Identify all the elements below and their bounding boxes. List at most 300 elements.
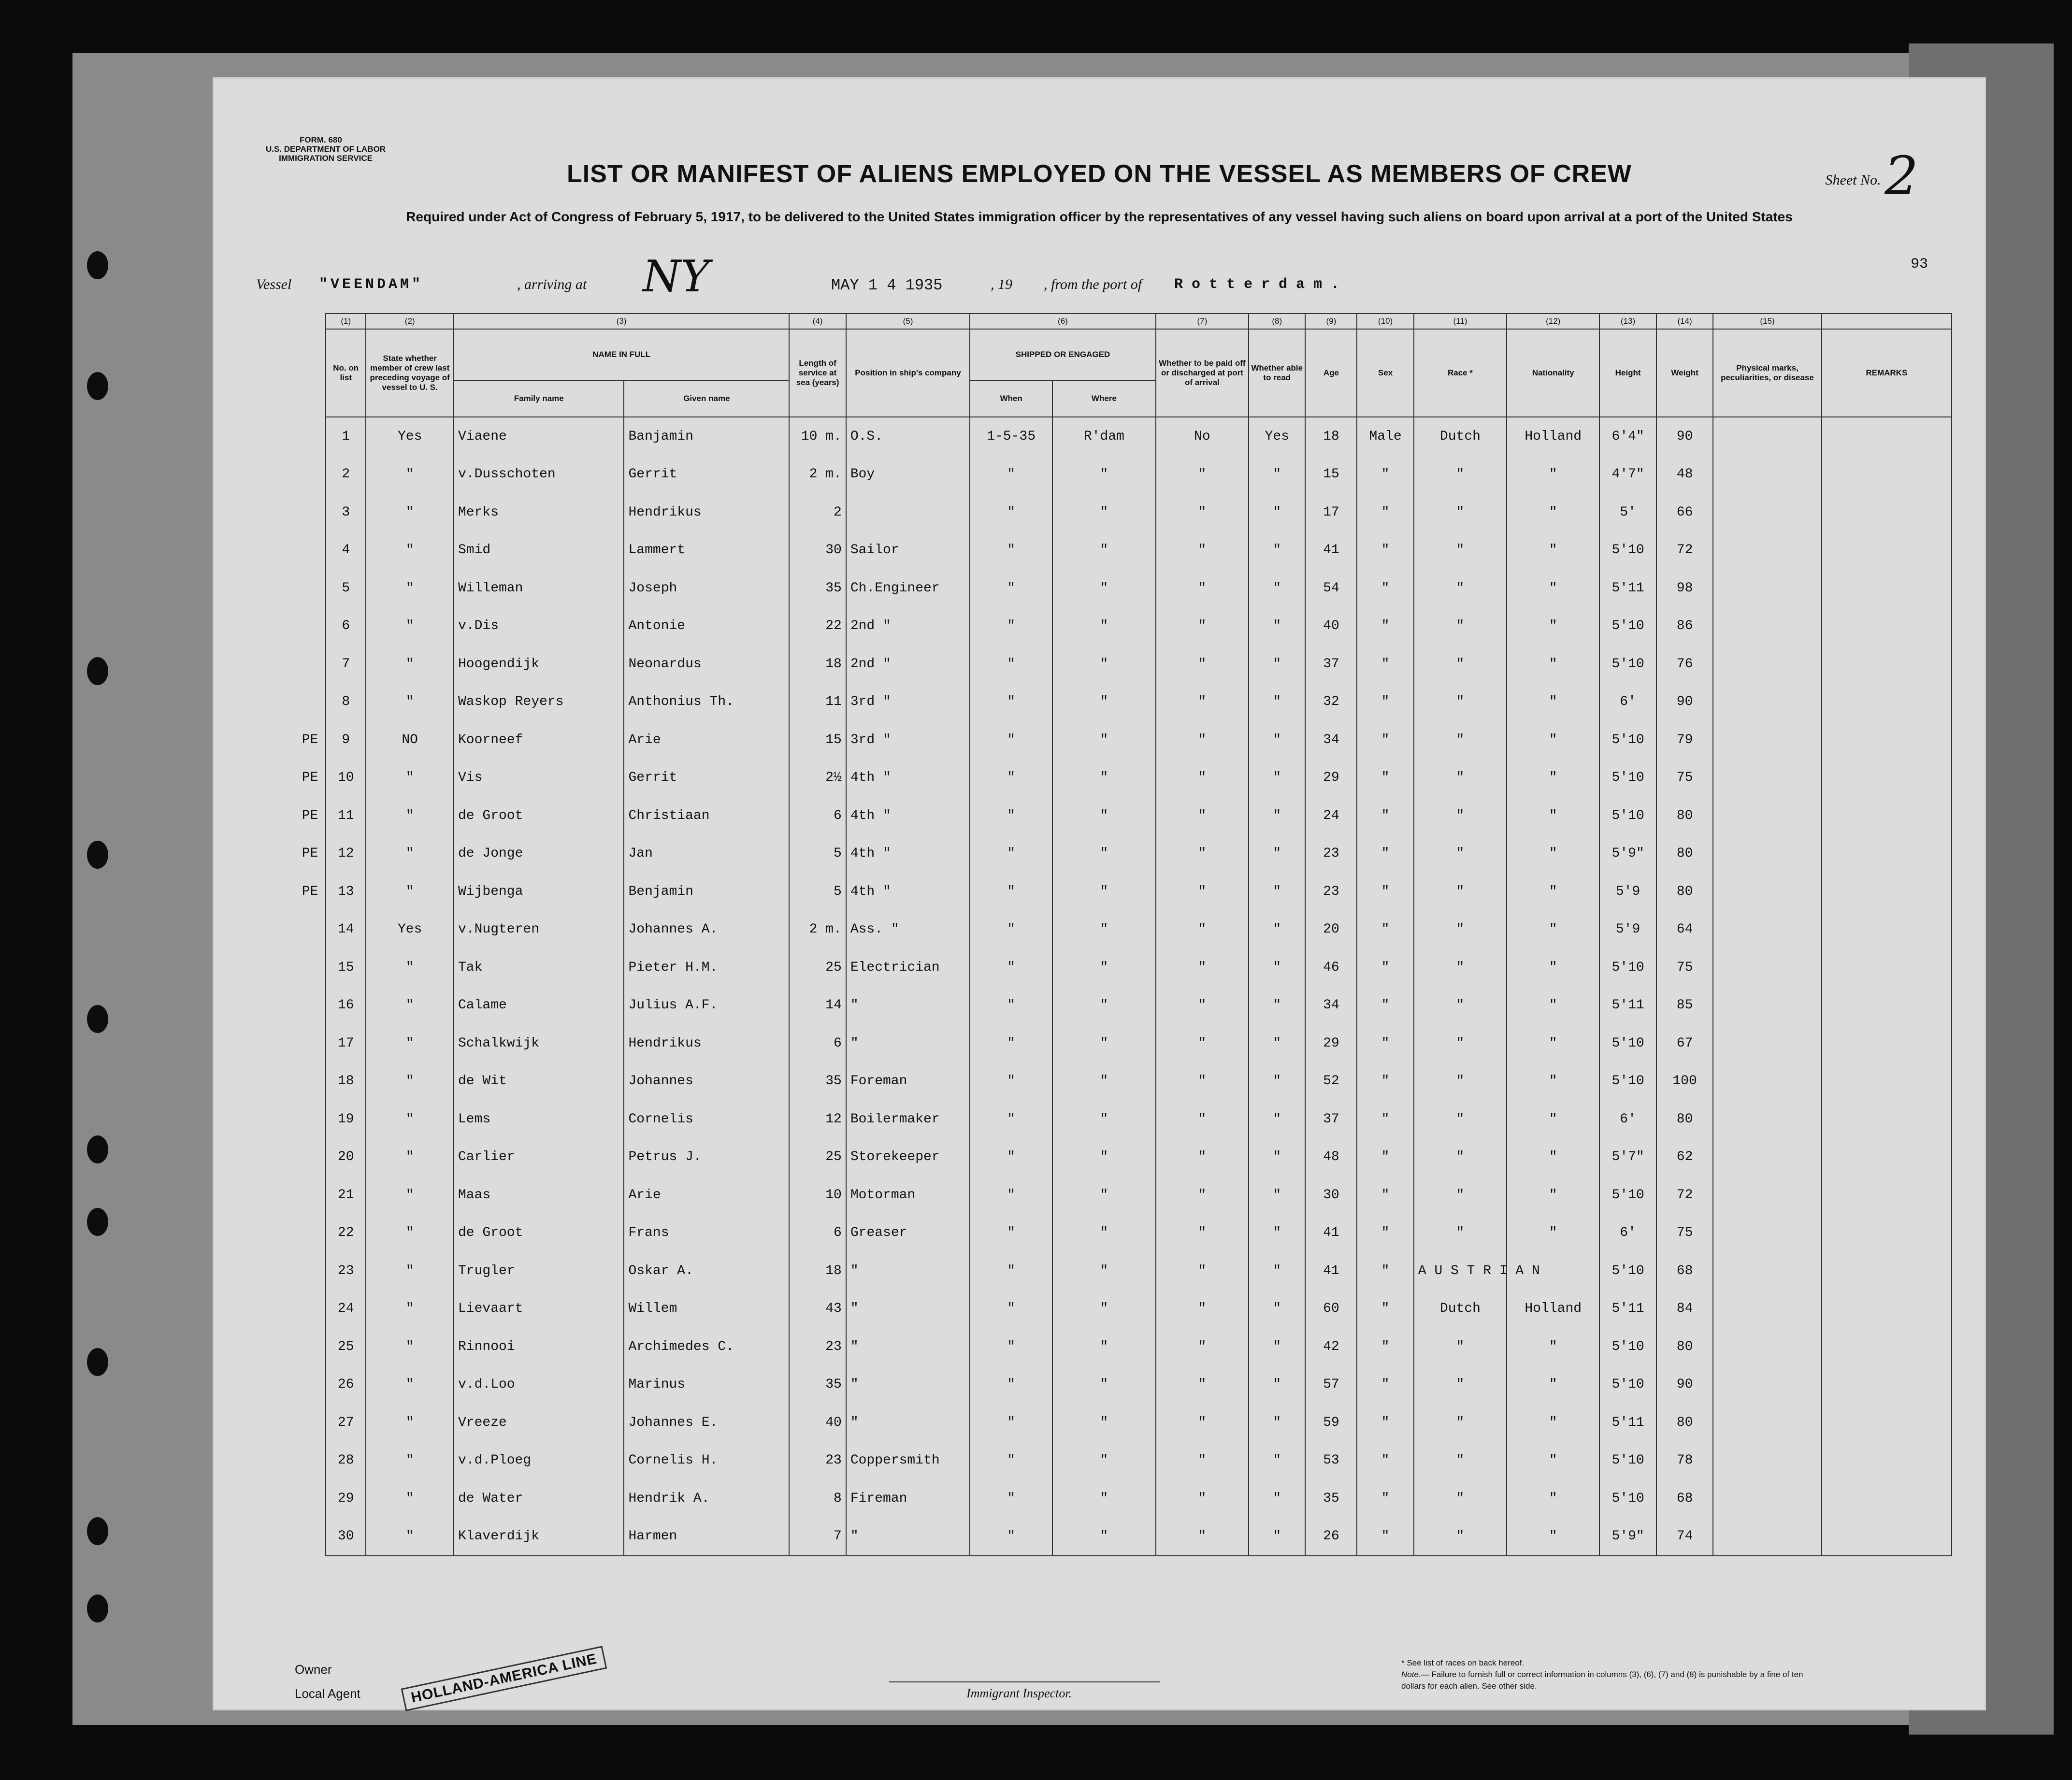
sex: " [1357,873,1414,911]
weight: 100 [1656,1062,1713,1101]
given-name: Arie [624,721,789,759]
race: " [1414,607,1507,646]
physical-marks [1713,683,1821,721]
previous-voyage: " [366,456,454,494]
position: 2nd " [846,645,970,683]
length-of-service: 18 [789,645,846,683]
weight: 68 [1656,1252,1713,1290]
position: Foreman [846,1062,970,1101]
list-number: 12 [326,835,366,873]
family-name: Klaverdijk [454,1518,624,1556]
previous-voyage: Yes [366,417,454,456]
nationality: " [1507,1518,1599,1556]
nationality: " [1507,1479,1599,1518]
table-row [295,1024,1952,1062]
length-of-service: 5 [789,835,846,873]
race: " [1414,1404,1507,1442]
row-mark [295,456,326,494]
sex: " [1357,948,1414,987]
row-mark [295,569,326,607]
table-row [295,1176,1952,1214]
row-mark [295,987,326,1025]
family-name: Wijbenga [454,873,624,911]
remarks [1822,607,1952,646]
age: 18 [1305,417,1357,456]
able-to-read: " [1249,1138,1306,1177]
position: Fireman [846,1479,970,1518]
sex: " [1357,835,1414,873]
age: 29 [1305,759,1357,797]
col-num: (12) [1507,314,1599,329]
family-name: v.d.Ploeg [454,1442,624,1480]
table-row [295,797,1952,835]
list-number: 22 [326,1214,366,1252]
shipped-where: " [1052,683,1156,721]
family-name: v.Nugteren [454,911,624,949]
nationality: " [1507,493,1599,531]
shipped-when: " [970,569,1052,607]
race: " [1414,1138,1507,1177]
height: 5'9 [1599,911,1656,949]
physical-marks [1713,531,1821,570]
weight: 66 [1656,493,1713,531]
header-previous-voyage: State whether member of crew last preceding voyage of vessel to U. S. [366,329,454,417]
age: 15 [1305,456,1357,494]
family-name: Merks [454,493,624,531]
shipped-when: " [970,759,1052,797]
table-row [295,759,1952,797]
col-num: (15) [1713,314,1821,329]
family-name: Vis [454,759,624,797]
nationality: " [1507,607,1599,646]
row-mark [295,607,326,646]
physical-marks [1713,1366,1821,1404]
note-text: — Failure to furnish full or correct information in columns (3), (6), (7) and (8) is punishable by a fine of ten dollars for each alien. See other side. [1401,1670,1803,1691]
position: " [846,1024,970,1062]
paid-off: " [1156,1290,1249,1328]
given-name: Gerrit [624,759,789,797]
given-name: Neonardus [624,645,789,683]
remarks [1822,1176,1952,1214]
family-name: v.Dis [454,607,624,646]
nationality: " [1507,1328,1599,1366]
shipped-when: " [970,1214,1052,1252]
weight: 80 [1656,1404,1713,1442]
age: 23 [1305,835,1357,873]
row-mark: PE [302,808,318,823]
able-to-read: " [1249,456,1306,494]
family-name: v.Dusschoten [454,456,624,494]
row-mark [295,1176,326,1214]
height: 5'10 [1599,531,1656,570]
weight: 98 [1656,569,1713,607]
reference-number: 93 [1910,256,1928,273]
given-name: Antonie [624,607,789,646]
nationality: " [1507,721,1599,759]
length-of-service: 18 [789,1252,846,1290]
weight: 85 [1656,987,1713,1025]
table-row [295,607,1952,646]
position: " [846,1290,970,1328]
table-row [295,1290,1952,1328]
shipped-when: " [970,1100,1052,1138]
height: 5'11 [1599,1404,1656,1442]
remarks [1822,1479,1952,1518]
previous-voyage: " [366,1290,454,1328]
list-number: 18 [326,1062,366,1101]
paid-off: No [1156,417,1249,456]
able-to-read: " [1249,1176,1306,1214]
paid-off: " [1156,645,1249,683]
shipped-when: " [970,948,1052,987]
list-number: 5 [326,569,366,607]
physical-marks [1713,1176,1821,1214]
paid-off: " [1156,569,1249,607]
paid-off: " [1156,456,1249,494]
remarks [1822,1100,1952,1138]
length-of-service: 7 [789,1518,846,1556]
shipped-where: " [1052,607,1156,646]
length-of-service: 5 [789,873,846,911]
list-number: 23 [326,1252,366,1290]
weight: 90 [1656,1366,1713,1404]
remarks [1822,569,1952,607]
col-num: (14) [1656,314,1713,329]
age: 37 [1305,645,1357,683]
col-num: (1) [326,314,366,329]
shipped-where: " [1052,1442,1156,1480]
remarks [1822,1024,1952,1062]
list-number: 17 [326,1024,366,1062]
shipped-where: " [1052,1214,1156,1252]
given-name: Willem [624,1290,789,1328]
shipped-when: " [970,911,1052,949]
weight: 72 [1656,1176,1713,1214]
height: 5'11 [1599,987,1656,1025]
shipped-when: " [970,1442,1052,1480]
paid-off: " [1156,835,1249,873]
paid-off: " [1156,911,1249,949]
nationality: " [1507,531,1599,570]
length-of-service: 43 [789,1290,846,1328]
local-agent-label: Local Agent [295,1686,360,1701]
physical-marks [1713,948,1821,987]
nationality: " [1507,873,1599,911]
physical-marks [1713,1252,1821,1290]
sex: " [1357,1176,1414,1214]
physical-marks [1713,607,1821,646]
header-height: Height [1599,329,1656,417]
shipped-where: " [1052,797,1156,835]
physical-marks [1713,645,1821,683]
physical-marks [1713,1138,1821,1177]
remarks [1822,835,1952,873]
list-number: 1 [326,417,366,456]
able-to-read: " [1249,1024,1306,1062]
age: 42 [1305,1328,1357,1366]
race: " [1414,1442,1507,1480]
height: 5'11 [1599,1290,1656,1328]
shipped-where: " [1052,1290,1156,1328]
table-row [295,1442,1952,1480]
able-to-read: " [1249,1062,1306,1101]
able-to-read: " [1249,873,1306,911]
height: 6' [1599,683,1656,721]
height: 5'10 [1599,759,1656,797]
header-given-name: Given name [624,380,789,417]
physical-marks [1713,1024,1821,1062]
form-identifier [266,135,386,163]
height: 5'10 [1599,1328,1656,1366]
family-name: Koorneef [454,721,624,759]
position: 4th " [846,797,970,835]
able-to-read: " [1249,531,1306,570]
position: Boilermaker [846,1100,970,1138]
paid-off: " [1156,1176,1249,1214]
shipped-when: " [970,683,1052,721]
able-to-read: " [1249,911,1306,949]
table-row [295,1100,1952,1138]
race: A U S T R I A N [1414,1252,1507,1290]
family-name: Viaene [454,417,624,456]
position: " [846,1518,970,1556]
family-name: Lievaart [454,1290,624,1328]
weight: 84 [1656,1290,1713,1328]
nationality: " [1507,1404,1599,1442]
remarks [1822,1290,1952,1328]
given-name: Oskar A. [624,1252,789,1290]
previous-voyage: " [366,531,454,570]
race: Dutch [1414,417,1507,456]
race: " [1414,1024,1507,1062]
race: " [1414,569,1507,607]
table-row [295,911,1952,949]
header-sex: Sex [1357,329,1414,417]
given-name: Hendrikus [624,1024,789,1062]
header-name-in-full: NAME IN FULL [454,329,789,380]
list-number: 14 [326,911,366,949]
sex: " [1357,1518,1414,1556]
age: 60 [1305,1290,1357,1328]
col-num: (9) [1305,314,1357,329]
footer-notes [1401,1657,1827,1692]
height: 5'10 [1599,645,1656,683]
age: 17 [1305,493,1357,531]
header-shipped-engaged: SHIPPED OR ENGAGED [970,329,1156,380]
length-of-service: 6 [789,1214,846,1252]
race: " [1414,456,1507,494]
shipped-where: " [1052,948,1156,987]
sex: " [1357,797,1414,835]
weight: 80 [1656,1100,1713,1138]
age: 32 [1305,683,1357,721]
previous-voyage: " [366,1328,454,1366]
nationality: " [1507,1138,1599,1177]
weight: 74 [1656,1518,1713,1556]
paid-off: " [1156,531,1249,570]
sex: " [1357,531,1414,570]
table-row [295,948,1952,987]
given-name: Arie [624,1176,789,1214]
shipped-when: " [970,531,1052,570]
age: 59 [1305,1404,1357,1442]
remarks [1822,417,1952,456]
previous-voyage: " [366,1062,454,1101]
age: 48 [1305,1138,1357,1177]
previous-voyage: " [366,683,454,721]
list-number: 6 [326,607,366,646]
sex: " [1357,607,1414,646]
shipped-where: " [1052,493,1156,531]
manifest-page [213,77,1986,1710]
physical-marks [1713,1328,1821,1366]
paid-off: " [1156,1404,1249,1442]
row-mark [295,1138,326,1177]
race: " [1414,1214,1507,1252]
family-name: de Jonge [454,835,624,873]
previous-voyage: " [366,645,454,683]
table-row [295,1518,1952,1556]
weight: 90 [1656,683,1713,721]
weight: 76 [1656,645,1713,683]
weight: 64 [1656,911,1713,949]
paid-off: " [1156,683,1249,721]
nationality: " [1507,1100,1599,1138]
position: " [846,987,970,1025]
col-num: (11) [1414,314,1507,329]
shipped-where: " [1052,1062,1156,1101]
position: Sailor [846,531,970,570]
physical-marks [1713,1442,1821,1480]
able-to-read: " [1249,1100,1306,1138]
given-name: Lammert [624,531,789,570]
list-number: 30 [326,1518,366,1556]
header-nationality: Nationality [1507,329,1599,417]
nationality: " [1507,456,1599,494]
shipped-when: " [970,987,1052,1025]
col-num: (13) [1599,314,1656,329]
sheet-label: Sheet No. [1825,172,1881,188]
sex: " [1357,1366,1414,1404]
age: 34 [1305,987,1357,1025]
age: 23 [1305,873,1357,911]
able-to-read: " [1249,948,1306,987]
paid-off: " [1156,1442,1249,1480]
paid-off: " [1156,1366,1249,1404]
family-name: Schalkwijk [454,1024,624,1062]
shipped-where: " [1052,1366,1156,1404]
family-name: Rinnooi [454,1328,624,1366]
paid-off: " [1156,721,1249,759]
height: 4'7" [1599,456,1656,494]
length-of-service: 35 [789,569,846,607]
remarks [1822,873,1952,911]
shipped-when: " [970,1024,1052,1062]
family-name: de Groot [454,1214,624,1252]
able-to-read: " [1249,569,1306,607]
weight: 48 [1656,456,1713,494]
table-row [295,987,1952,1025]
given-name: Johannes A. [624,911,789,949]
list-number: 3 [326,493,366,531]
family-name: Hoogendijk [454,645,624,683]
shipped-where: " [1052,1518,1156,1556]
header-when: When [970,380,1052,417]
age: 41 [1305,531,1357,570]
shipped-when: " [970,1062,1052,1101]
length-of-service: 23 [789,1328,846,1366]
remarks [1822,1252,1952,1290]
table-row [295,1366,1952,1404]
previous-voyage: " [366,1214,454,1252]
physical-marks [1713,873,1821,911]
position: O.S. [846,417,970,456]
position: 3rd " [846,721,970,759]
shipped-when: " [970,1328,1052,1366]
given-name: Petrus J. [624,1138,789,1177]
race: " [1414,1062,1507,1101]
height: 6' [1599,1100,1656,1138]
row-mark [295,683,326,721]
height: 5'10 [1599,1062,1656,1101]
shipped-when: " [970,1479,1052,1518]
family-name: Calame [454,987,624,1025]
length-of-service: 30 [789,531,846,570]
row-mark [295,1366,326,1404]
race: " [1414,911,1507,949]
paid-off: " [1156,1062,1249,1101]
previous-voyage: " [366,1252,454,1290]
col-num: (2) [366,314,454,329]
list-number: 27 [326,1404,366,1442]
able-to-read: " [1249,645,1306,683]
remarks [1822,721,1952,759]
nationality: " [1507,1366,1599,1404]
row-mark [295,1404,326,1442]
page-subtitle: Required under Act of Congress of February 5, 1917, to be delivered to the United States immigration officer by the representatives of any vessel having such aliens on board upon arrival at a port of the United States [406,209,1793,224]
shipped-where: " [1052,721,1156,759]
shipped-where: " [1052,759,1156,797]
header-position: Position in ship's company [846,329,970,417]
weight: 80 [1656,873,1713,911]
given-name: Johannes E. [624,1404,789,1442]
shipped-where: " [1052,456,1156,494]
shipped-when: " [970,607,1052,646]
page-title: LIST OR MANIFEST OF ALIENS EMPLOYED ON THE VESSEL AS MEMBERS OF CREW [567,160,1632,188]
family-name: Willeman [454,569,624,607]
physical-marks [1713,1062,1821,1101]
remarks [1822,948,1952,987]
sex: " [1357,911,1414,949]
race: " [1414,1328,1507,1366]
list-number: 15 [326,948,366,987]
able-to-read: " [1249,721,1306,759]
given-name: Julius A.F. [624,987,789,1025]
race: " [1414,835,1507,873]
age: 29 [1305,1024,1357,1062]
race: Dutch [1414,1290,1507,1328]
sex: " [1357,569,1414,607]
able-to-read: " [1249,683,1306,721]
nationality: " [1507,835,1599,873]
weight: 75 [1656,759,1713,797]
list-number: 8 [326,683,366,721]
remarks [1822,1366,1952,1404]
race: " [1414,1176,1507,1214]
length-of-service: 14 [789,987,846,1025]
height: 5'10 [1599,1442,1656,1480]
row-mark [295,493,326,531]
